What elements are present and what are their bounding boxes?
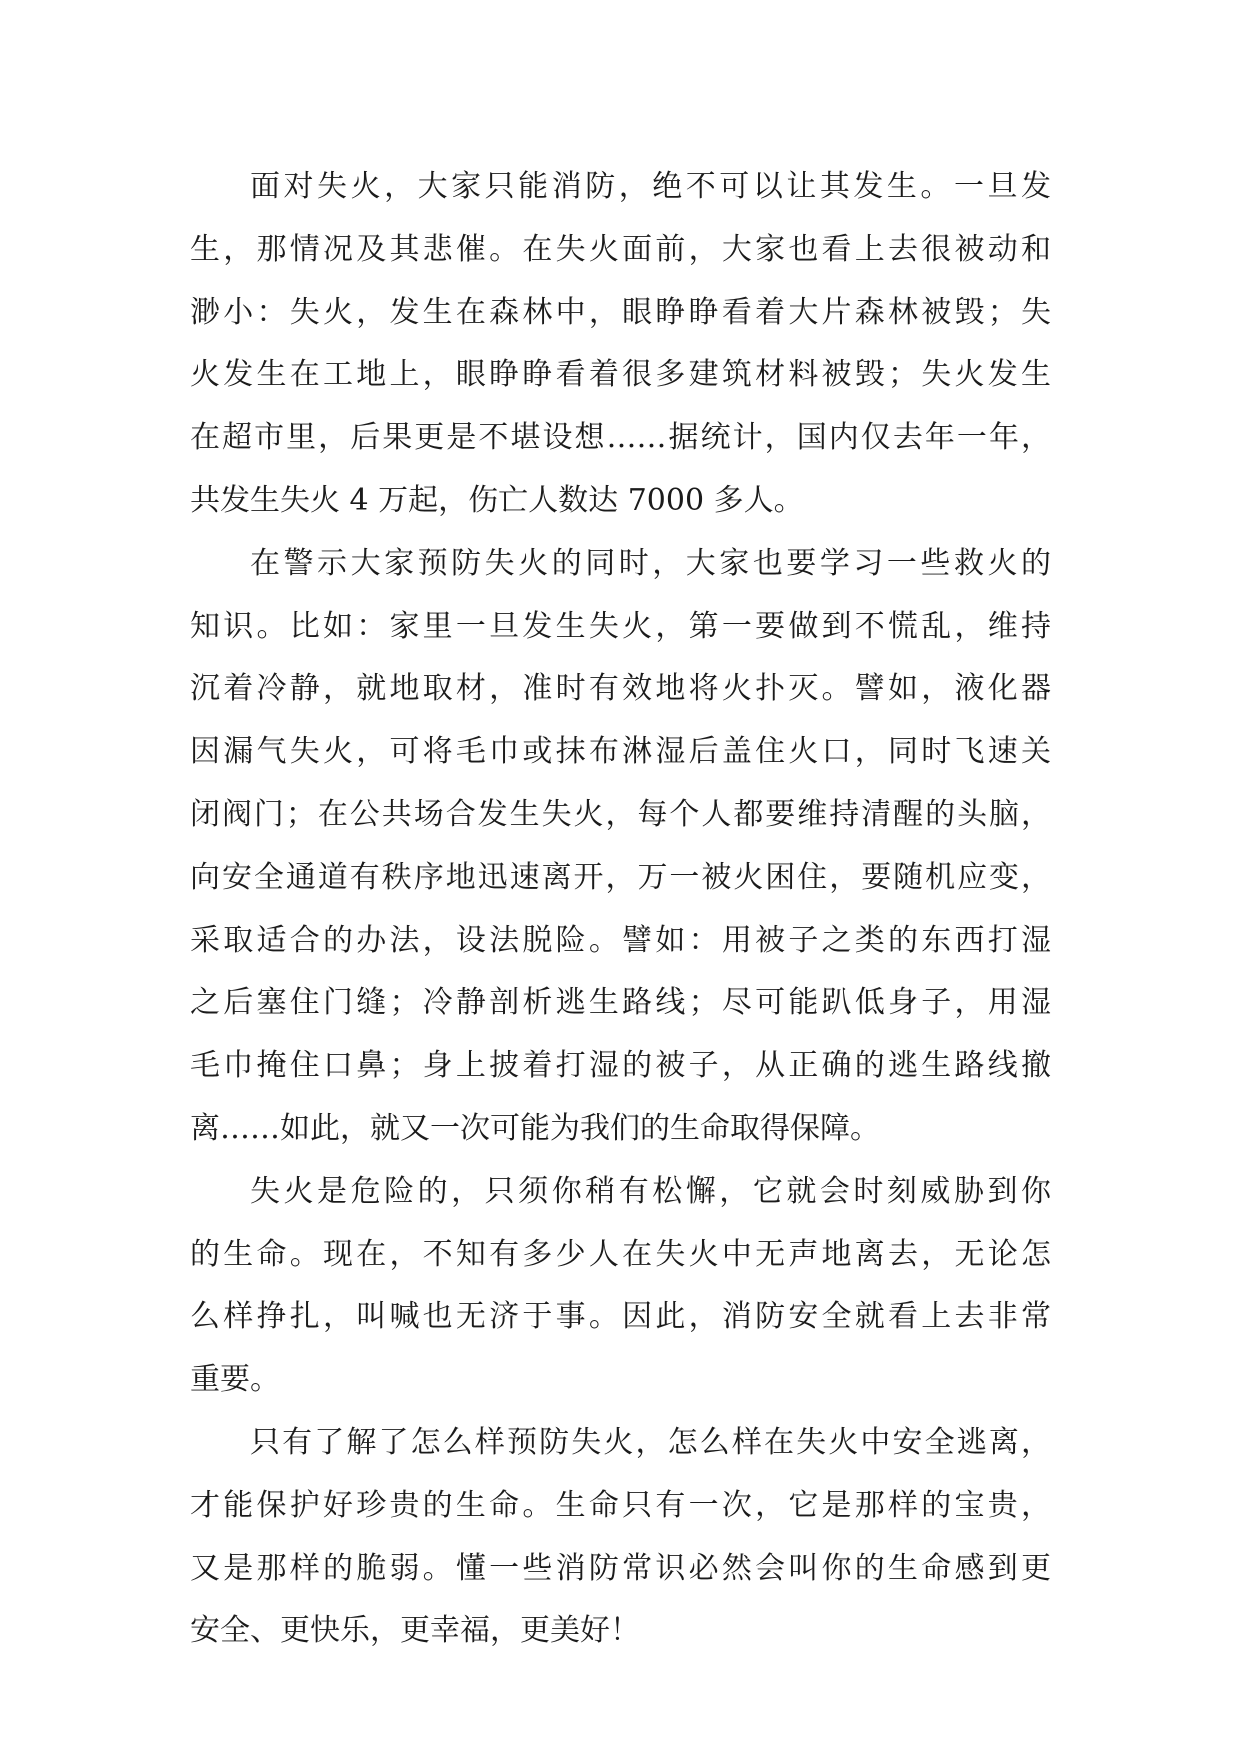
document-body: [190, 156, 1051, 1663]
text-line: 才能保护好珍贵的生命。生命只有一次，它是那样的宝贵，: [190, 1487, 1051, 1523]
text-line: 向安全通道有秩序地迅速离开，万一被火困住，要随机应变，: [190, 859, 1051, 895]
text-line: 渺小：失火，发生在森林中，眼睁睁看着大片森林被毁；失: [190, 294, 1051, 330]
text-line: 之后塞住门缝；冷静剖析逃生路线；尽可能趴低身子，用湿: [190, 985, 1051, 1021]
text-line: 离……如此，就又一次可能为我们的生命取得保障。: [190, 1110, 880, 1146]
text-line: 共发生失火 4 万起，伤亡人数达 7000 多人。: [190, 482, 804, 518]
text-line: 在超市里，后果更是不堪设想……据统计，国内仅去年一年，: [190, 420, 1051, 456]
text-line: 重要。: [190, 1362, 280, 1398]
text-line: 的生命。现在，不知有多少人在失火中无声地离去，无论怎: [190, 1236, 1051, 1272]
text-line: 毛巾掩住口鼻；身上披着打湿的被子，从正确的逃生路线撤: [190, 1048, 1051, 1084]
text-line: 闭阀门；在公共场合发生失火，每个人都要维持清醒的头脑，: [190, 796, 1051, 832]
text-line: 生，那情况及其悲催。在失火面前，大家也看上去很被动和: [190, 231, 1051, 267]
text-line: 因漏气失火，可将毛巾或抹布淋湿后盖住火口，同时飞速关: [190, 734, 1051, 770]
text-line: 么样挣扎，叫喊也无济于事。因此，消防安全就看上去非常: [190, 1299, 1051, 1335]
text-line: 安全、更快乐，更幸福，更美好！: [190, 1613, 640, 1649]
text-line: 火发生在工地上，眼睁睁看着很多建筑材料被毁；失火发生: [190, 357, 1051, 393]
text-line: 失火是危险的，只须你稍有松懈，它就会时刻威胁到你: [250, 1173, 1051, 1209]
text-line: 采取适合的办法，设法脱险。譬如：用被子之类的东西打湿: [190, 922, 1051, 958]
text-line: 又是那样的脆弱。懂一些消防常识必然会叫你的生命感到更: [190, 1550, 1051, 1586]
paragraph-4: [190, 1412, 1051, 1663]
text-line: 面对失火，大家只能消防，绝不可以让其发生。一旦发: [250, 169, 1051, 204]
paragraph-3: [190, 1161, 1051, 1412]
paragraph-1: [190, 156, 1051, 533]
paragraph-2: [190, 533, 1051, 1161]
text-line: 只有了解了怎么样预防失火，怎么样在失火中安全逃离，: [250, 1424, 1051, 1460]
text-line: 沉着冷静，就地取材，准时有效地将火扑灭。譬如，液化器: [190, 671, 1051, 707]
text-line: 在警示大家预防失火的同时，大家也要学习一些救火的: [250, 545, 1051, 581]
text-line: 知识。比如：家里一旦发生失火，第一要做到不慌乱，维持: [190, 608, 1051, 644]
